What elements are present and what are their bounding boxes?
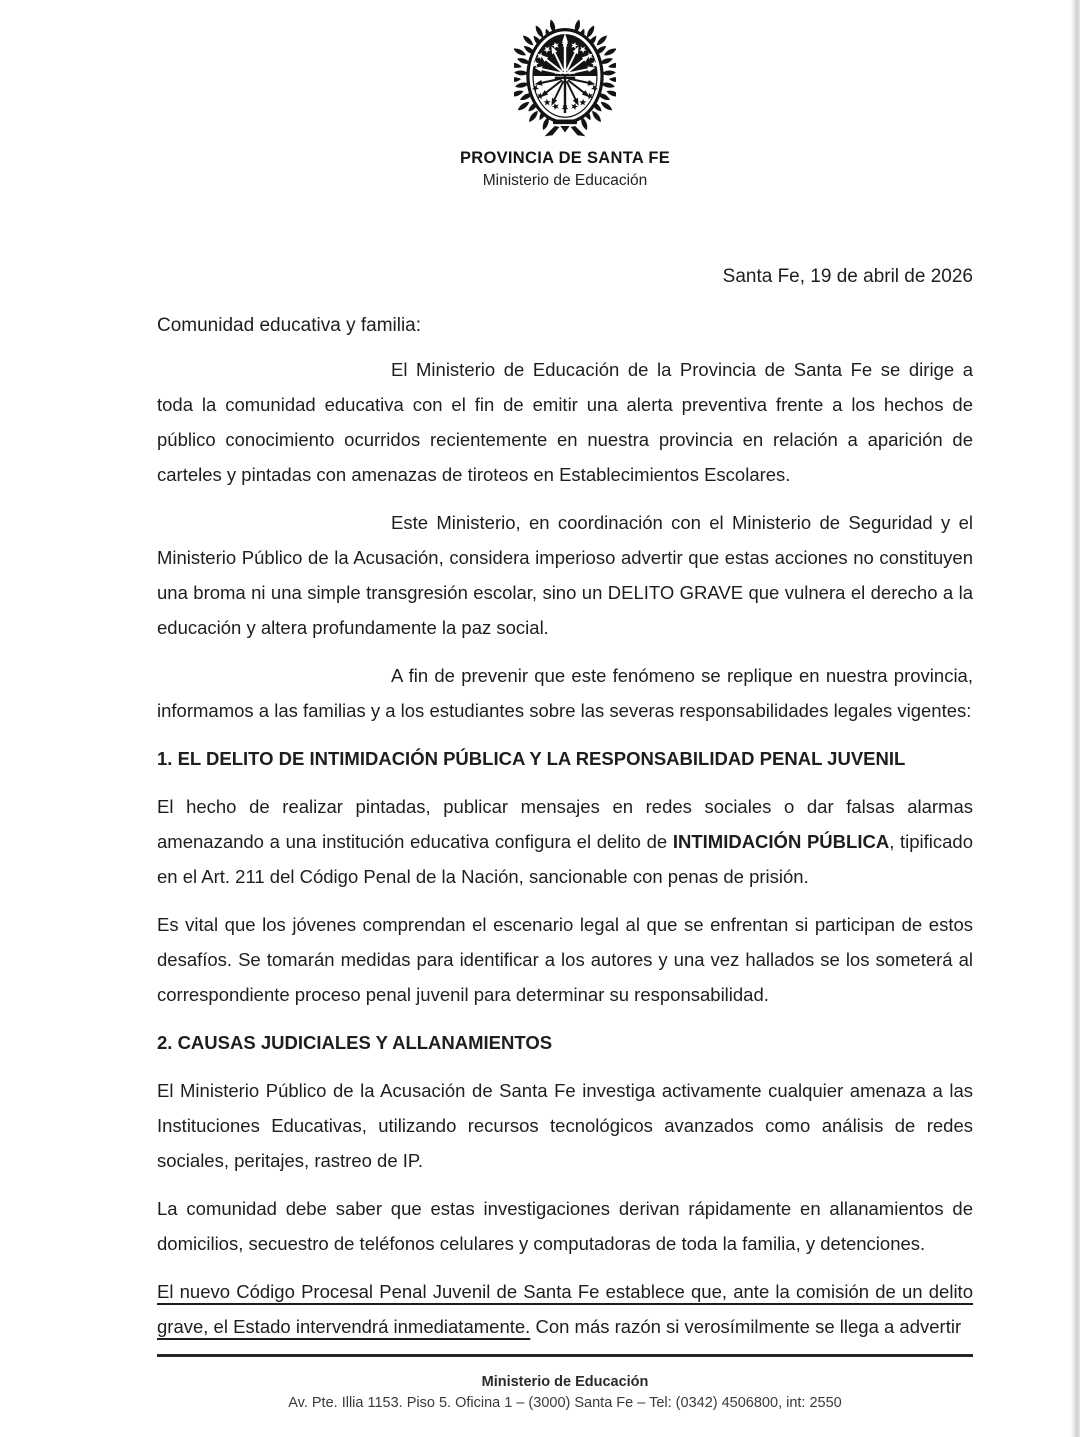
emblem-ribbon [545,120,586,137]
page-footer [157,1354,973,1411]
section-heading [157,1025,973,1060]
text-segment: Es vital que los jóvenes comprendan el escenario legal al que se enfrentan si participan de estos desafíos. Se tomarán medidas para identificar a los autores y una vez hallados se los someterá al correspondiente proceso penal juvenil para determinar su responsabilidad. [157,914,973,1005]
date-line: Santa Fe, 19 de abril de 2026 [722,266,973,287]
salutation: Comunidad educativa y familia: [157,315,422,336]
text-segment: El Ministerio Público de la Acusación de Santa Fe investiga activamente cualquier amenaza a las Instituciones Educativas, utilizando recursos tecnológicos avanzados como análisis de redes sociales, peritajes, rastreo de IP. [157,1080,973,1171]
text-segment: La comunidad debe saber que estas investigaciones derivan rápidamente en allanamientos de domicilios, secuestro de teléfonos celulares y computadoras de toda la familia, y detenciones. [157,1198,973,1254]
footer-address: Av. Pte. Illia 1153. Piso 5. Oficina 1 – (3000) Santa Fe – Tel: (0342) 4506800, int: 2550 [288,1395,842,1411]
letterhead [157,0,973,190]
text-segment: , tipificado en el Art. 211 del Código Penal de la Nación, sancionable con penas de prisión. [157,831,974,887]
paragraph [157,1191,973,1261]
text-segment: El nuevo Código Procesal Penal Juvenil de Santa Fe establece que, ante la comisión de un delito grave, el Estado intervendrá inmediatamente. [157,1281,973,1337]
footer-org: Ministerio de Educación [481,1374,649,1390]
text-segment: Con más razón si verosímilmente se llega a advertir [530,1316,962,1337]
text-segment: 2. CAUSAS JUDICIALES Y ALLANAMIENTOS [157,1032,553,1053]
paragraph [157,658,973,728]
letterhead-dept: Ministerio de Educación [482,172,648,189]
letter-body [157,352,973,1344]
text-segment: El Ministerio de Educación de la Provincia de Santa Fe se dirige a toda la comunidad educativa con el fin de emitir una alerta preventiva frente a los hechos de público conocimiento ocurridos recientemente en nuestra provincia en relación a aparición de carteles y pintadas con amenazas de tiroteos en Establecimientos Escolares. [157,359,973,485]
section-heading [157,741,973,776]
santa-fe-coat-of-arms-icon [514,13,616,139]
text-segment: Este Ministerio, en coordinación con el Ministerio de Seguridad y el Ministerio Público de la Acusación, considera imperioso advertir que estas acciones no constituyen una broma ni una simple transgresión escolar, sino un DELITO GRAVE que vulnera el derecho a la educación y altera profundamente la paz social. [157,512,973,638]
paragraph [157,789,973,894]
text-segment: 1. EL DELITO DE INTIMIDACIÓN PÚBLICA Y LA RESPONSABILIDAD PENAL JUVENIL [157,748,906,769]
text-segment: INTIMIDACIÓN PÚBLICA [672,831,890,852]
footer-divider [157,1354,973,1357]
paragraph [157,907,973,1012]
letter-content [157,0,973,1357]
text-segment: A fin de prevenir que este fenómeno se replique en nuestra provincia, informamos a las familias y a los estudiantes sobre las severas responsabilidades legales vigentes: [157,665,973,721]
text-segment: El hecho de realizar pintadas, publicar mensajes en redes sociales o dar falsas alarmas amenazando a una institución educativa configura el delito de [157,796,973,852]
scan-edge-shadow [1071,0,1080,1437]
letterhead-org: PROVINCIA DE SANTA FE [459,149,671,167]
paragraph [157,1073,973,1178]
paragraph [157,505,973,645]
paragraph [157,1274,973,1344]
paragraph [157,352,973,492]
